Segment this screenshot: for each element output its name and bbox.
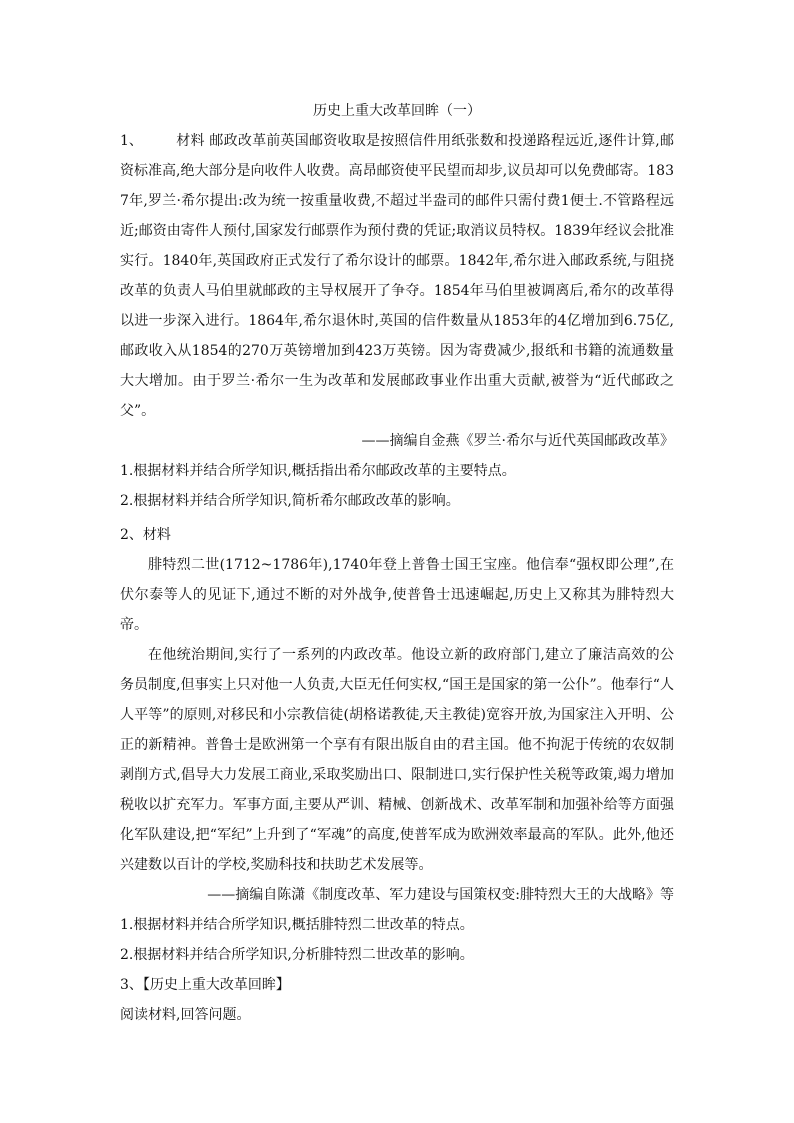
question-2-header: 2、材料: [120, 527, 171, 543]
question-1-number: 1、: [120, 133, 143, 149]
question-2-subquestion-1: 1.根据材料并结合所学知识,概括腓特烈二世改革的特点。: [120, 917, 474, 933]
question-1-source: ——摘编自金燕《罗兰·希尔与近代英国邮政改革》: [361, 433, 674, 449]
document-page: [120, 96, 674, 1030]
question-2-source: ——摘编自陈潇《制度改革、军力建设与国策权变:腓特烈大王的大战略》等: [207, 887, 674, 903]
question-3-instruction: 阅读材料,回答问题。: [120, 1007, 251, 1023]
question-1-text: 材料 邮政改革前英国邮资收取是按照信件用纸张数和投递路程远近,逐件计算,邮资标准高,绝大部分是向收件人收费。高昂邮资使平民望而却步,议员却可以免费邮寄。1837年,罗兰·希尔提出:改为统一按重量收费,不超过半盎司的邮件只需付费1便士.不管路程远近;邮资由寄件人预付,国家发行邮票作为预付费的凭证;取消议员特权。1839年经议会批准实行。1840年,英国政府正式发行了希尔设计的邮票。1842年,希尔进入邮政系统,与阻挠改革的负责人马伯里就邮政的主导权展开了争夺。1854年马伯里被调离后,希尔的改革得以进一步深入进行。1864年,希尔退休时,英国的信件数量从1853年的4亿增加到6.75亿,邮政收入从1854的270万英镑增加到423万英镑。因为寄费减少,报纸和书籍的流通数量大大增加。由于罗兰·希尔一生为改革和发展邮政事业作出重大贡献,被誉为“近代邮政之父”。: [120, 133, 674, 419]
question-2-paragraph-2: 在他统治期间,实行了一系列的内政改革。他设立新的政府部门,建立了廉洁高效的公务员制度,但事实上只对他一人负责,大臣无任何实权,“国王是国家的第一公仆”。他奉行“人人平等”的原则,对移民和小宗教信徒(胡格诺教徒,天主教徒)宽容开放,为国家注入开明、公正的新精神。普鲁士是欧洲第一个享有有限出版自由的君主国。他不拘泥于传统的农奴制剥削方式,倡导大力发展工商业,采取奖励出口、限制进口,实行保护性关税等政策,竭力增加税收以扩充军力。军事方面,主要从严训、精械、创新战术、改革军制和加强补给等方面强化军队建设,把“军纪”上升到了“军魂”的高度,使普军成为欧洲效率最高的军队。此外,他还兴建数以百计的学校,奖励科技和扶助艺术发展等。: [120, 647, 674, 873]
question-2-paragraph-1: 腓特烈二世(1712~1786年),1740年登上普鲁士国王宝座。他信奉“强权即公理”,在伏尔泰等人的见证下,通过不断的对外战争,使普鲁士迅速崛起,历史上又称其为腓特烈大帝。: [120, 557, 674, 633]
question-1-material: [120, 126, 674, 426]
question-1-subquestion-1: 1.根据材料并结合所学知识,概括指出希尔邮政改革的主要特点。: [120, 463, 516, 479]
question-2-subquestion-2: 2.根据材料并结合所学知识,分析腓特烈二世改革的影响。: [120, 947, 474, 963]
document-title: 历史上重大改革回眸（一）: [313, 103, 481, 119]
question-3-header: 3、【历史上重大改革回眸】: [120, 977, 290, 993]
question-1-subquestion-2: 2.根据材料并结合所学知识,简析希尔邮政改革的影响。: [120, 493, 460, 509]
